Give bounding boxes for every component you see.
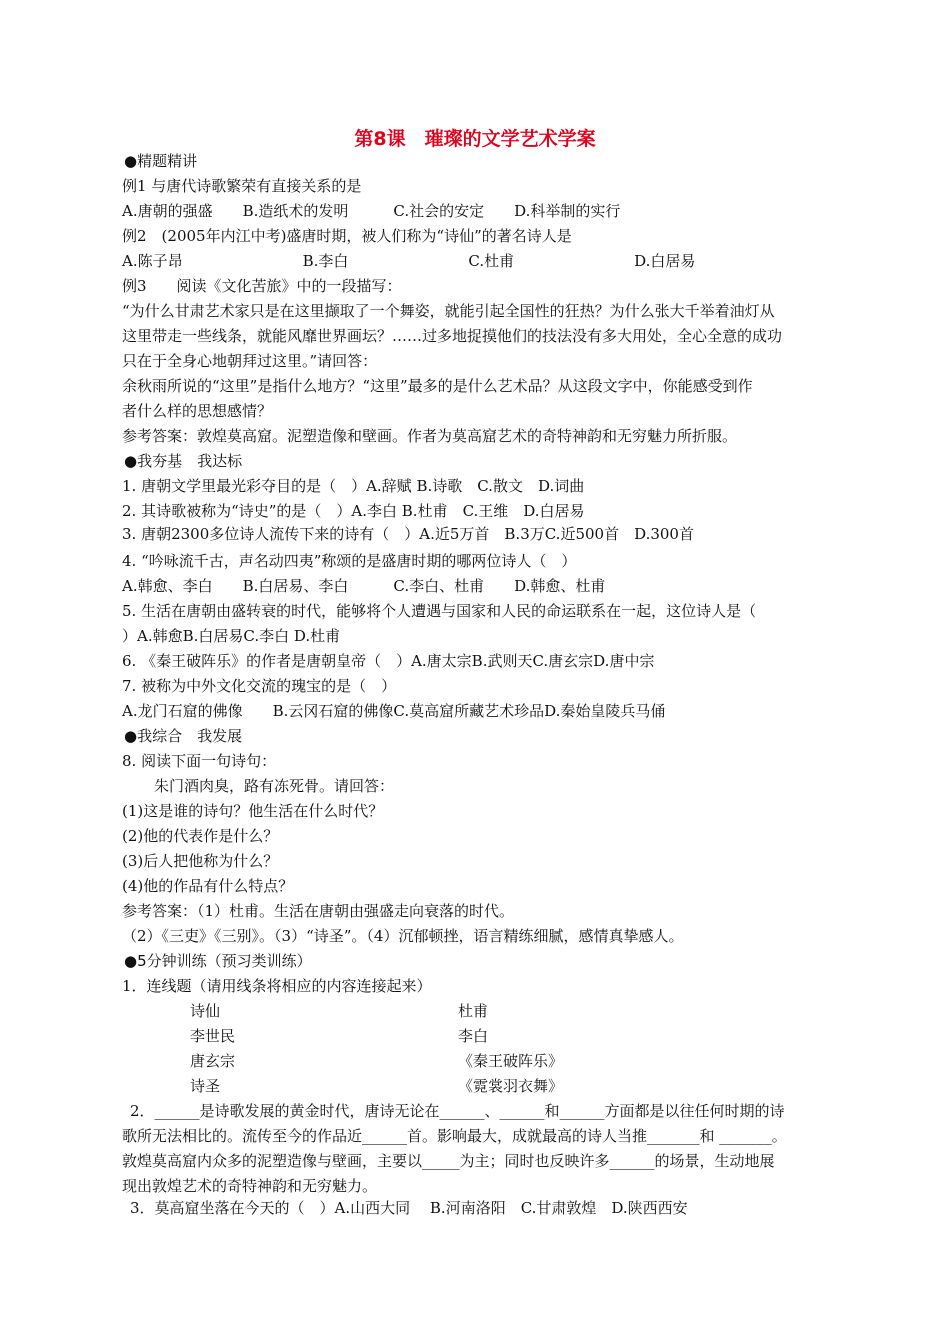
question-3: 3. 唐朝2300多位诗人流传下来的诗有（ ）A.近5万首 B.3万C.近500首 D.300首 xyxy=(122,525,694,543)
quote-line-3: 只在于全身心地朝拜过这里。”请回答： xyxy=(122,352,378,370)
question-3-location: 3．莫高窟坐落在今天的（ ）A.山西大同 B.河南洛阳 C.甘肃敦煌 D.陕西西安 xyxy=(130,1199,688,1217)
matching-left-item: 诗仙 xyxy=(190,1002,221,1020)
matching-right-item: 杜甫 xyxy=(458,1002,489,1020)
matching-instruction: 1．连线题（请用线条将相应的内容连接起来） xyxy=(122,977,432,995)
sub-question-4: (4)他的作品有什么特点？ xyxy=(122,877,294,895)
question-8: 8. 阅读下面一句诗句： xyxy=(122,752,277,770)
example-1-options: A.唐朝的强盛 B.造纸术的发明 C.社会的安定 D.科举制的实行 xyxy=(122,202,621,220)
page-title: 第8课 璀璨的文学艺术学案 xyxy=(354,128,596,150)
question-1: 1. 唐朝文学里最光彩夺目的是（ ）A.辞赋 B.诗歌 C.散文 D.词曲 xyxy=(122,477,585,495)
matching-left-item: 诗圣 xyxy=(190,1077,221,1095)
poem-line: 朱门酒肉臭，路有冻死骨。请回答： xyxy=(154,777,395,795)
fill-in-question-line-4: 现出敦煌艺术的奇特神韵和无穷魅力。 xyxy=(122,1177,378,1195)
section-heading-basics: ●我夯基 我达标 xyxy=(124,452,243,470)
matching-right-item: 《秦王破阵乐》 xyxy=(458,1052,564,1070)
quote-line-1: “为什么甘肃艺术家只是在这里撷取了一个舞姿，就能引起全国性的狂热？为什么张大千举着油灯从 xyxy=(122,302,775,320)
question-5: 5. 生活在唐朝由盛转衰的时代，能够将个人遭遇与国家和人民的命运联系在一起，这位诗人是（ xyxy=(122,602,757,620)
matching-right-item: 《霓裳羽衣舞》 xyxy=(458,1077,564,1095)
reference-answer-2a: 参考答案：（1）杜甫。生活在唐朝由强盛走向衰落的时代。 xyxy=(122,902,515,920)
fill-in-question-line-3: 敦煌莫高窟内众多的泥塑造像与壁画，主要以_____为主；同时也反映许多______的场景，生动地展 xyxy=(122,1152,775,1170)
example-2-question: 例2 (2005年内江中考)盛唐时期，被人们称为“诗仙”的著名诗人是 xyxy=(122,227,572,245)
question-6: 6. 《秦王破阵乐》的作者是唐朝皇帝（ ）A.唐太宗B.武则天C.唐玄宗D.唐中宗 xyxy=(122,652,655,670)
fill-in-question-line-2: 歌所无法相比的。流传至今的作品近______首。影响最大，成就最高的诗人当推_______和 _______。 xyxy=(122,1127,787,1145)
example-2-options: A.陈子昂 B.李白 C.杜甫 D.白居易 xyxy=(122,252,696,270)
question-line-2: 者什么样的思想感情？ xyxy=(122,402,273,420)
section-heading-lecture: ●精题精讲 xyxy=(124,152,198,170)
quote-line-2: 这里带走一些线条，就能风靡世界画坛？……过多地捉摸他们的技法没有多大用处，全心全意的成功 xyxy=(122,327,783,345)
sub-question-2: (2)他的代表作是什么？ xyxy=(122,827,279,845)
question-5-options: ）A.韩愈B.白居易C.李白 D.杜甫 xyxy=(122,627,341,645)
question-line-1: 余秋雨所说的“这里”是指什么地方？“这里”最多的是什么艺术品？从这段文字中，你能感受到作 xyxy=(122,377,753,395)
reference-answer-2b: （2）《三吏》《三别》。（3）“诗圣”。（4）沉郁顿挫，语言精练细腻，感情真挚感人。 xyxy=(122,927,684,945)
example-1-question: 例1 与唐代诗歌繁荣有直接关系的是 xyxy=(122,177,362,195)
reference-answer-1: 参考答案：敦煌莫高窟。泥塑造像和壁画。作者为莫高窟艺术的奇特神韵和无穷魅力所折服。 xyxy=(122,427,738,445)
sub-question-1: (1)这是谁的诗句？他生活在什么时代？ xyxy=(122,802,384,820)
matching-left-item: 李世民 xyxy=(190,1027,236,1045)
question-4: 4. “吟咏流千古，声名动四夷”称颂的是盛唐时期的哪两位诗人（ ） xyxy=(122,552,577,570)
section-heading-five-minute: ●5分钟训练（预习类训练） xyxy=(124,952,312,970)
example-3-question: 例3 阅读《文化苦旅》中的一段描写： xyxy=(122,277,402,295)
section-heading-comprehensive: ●我综合 我发展 xyxy=(124,727,243,745)
question-4-options: A.韩愈、李白 B.白居易、李白 C.李白、杜甫 D.韩愈、杜甫 xyxy=(122,577,606,595)
fill-in-question-line-1: 2．______是诗歌发展的黄金时代，唐诗无论在______、______和______方面都是以往任何时期的诗 xyxy=(130,1102,785,1120)
question-7: 7. 被称为中外文化交流的瑰宝的是（ ） xyxy=(122,677,397,695)
matching-right-item: 李白 xyxy=(458,1027,489,1045)
matching-left-item: 唐玄宗 xyxy=(190,1052,236,1070)
question-7-options: A.龙门石窟的佛像 B.云冈石窟的佛像C.莫高窟所藏艺术珍品D.秦始皇陵兵马俑 xyxy=(122,702,666,720)
question-2: 2. 其诗歌被称为“诗史”的是（ ）A.李白 B.杜甫 C.王维 D.白居易 xyxy=(122,502,585,520)
sub-question-3: (3)后人把他称为什么？ xyxy=(122,852,279,870)
